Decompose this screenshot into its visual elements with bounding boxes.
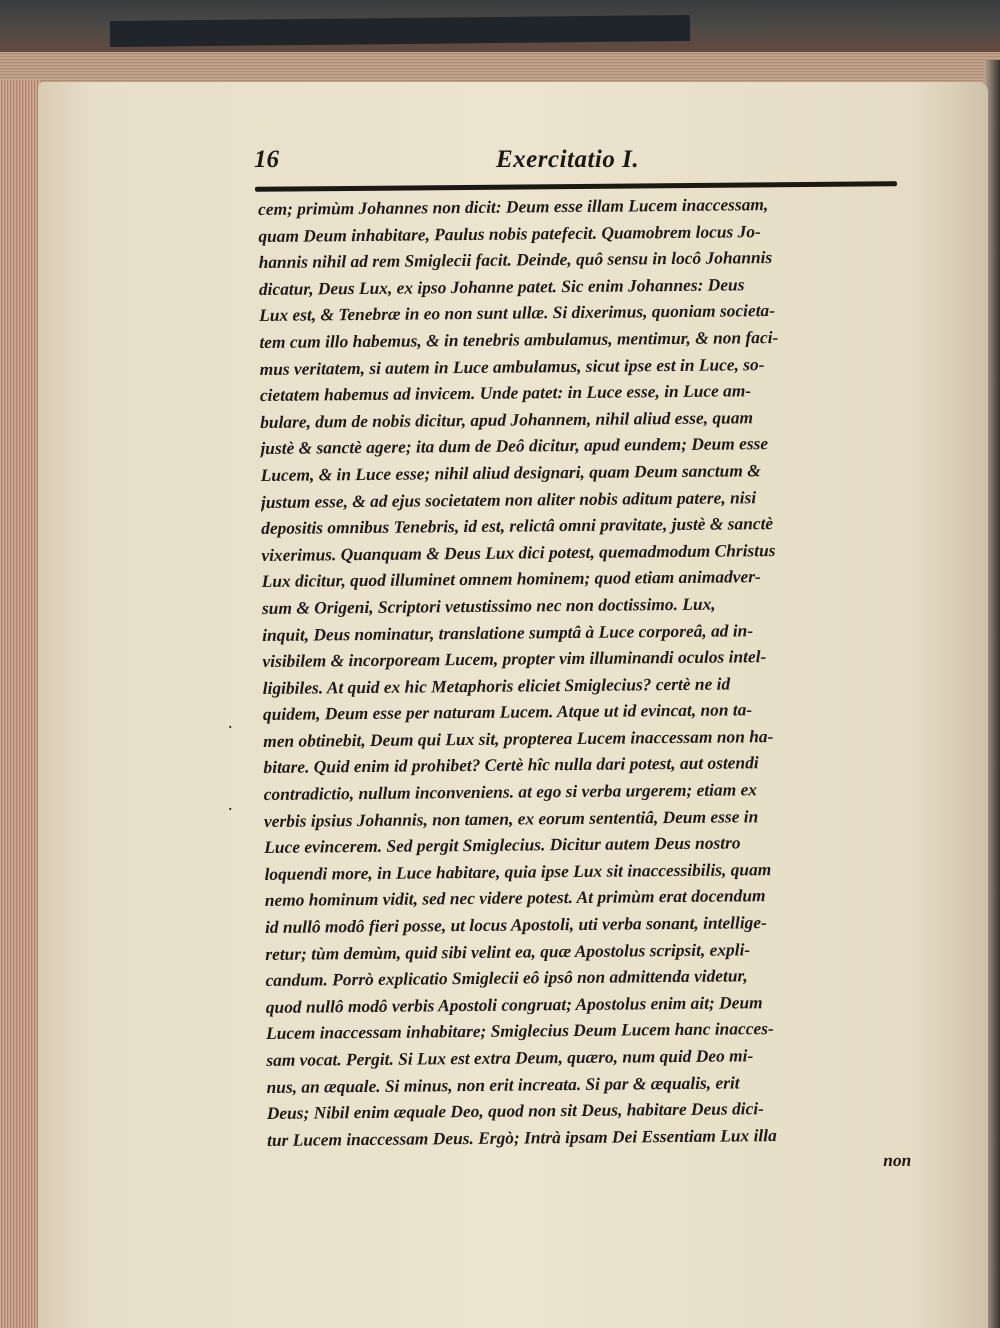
text-line: nemo hominum vidit, sed nec videre potest. At primùm erat docendum	[264, 885, 766, 911]
text-line: justum esse, & ad ejus societatem non aliter nobis aditum patere, nisi	[260, 486, 757, 512]
text-line: visibilem & incorpoream Lucem, propter vim illuminandi oculos intel-	[262, 646, 767, 672]
running-head: Exercitatio I.	[496, 146, 640, 173]
text-line: Luce evincerem. Sed pergit Smiglecius. Dicitur autem Deus nostro	[264, 832, 741, 858]
text-line: quam Deum inhabitare, Paulus nobis patefecit. Quamobrem locus Jo-	[258, 220, 761, 246]
text-line: nus, an æquale. Si minus, non erit increata. Si par & æqualis, erit	[266, 1072, 740, 1097]
margin-dot: .	[228, 794, 233, 814]
text-line: Lucem, & in Luce esse; nihil aliud designari, quam Deum sanctum &	[260, 460, 761, 485]
text-line: bitare. Quid enim id prohibet? Certè hîc nulla dari potest, aut ostendi	[263, 752, 759, 778]
text-line: justè & sanctè agere; ita dum de Deô dicitur, apud eundem; Deum esse	[260, 433, 769, 459]
text-line: quidem, Deum esse per naturam Lucem. Atque ut id evincat, non ta-	[262, 699, 753, 725]
text-line: quod nullô modô verbis Apostoli congruat; Apostolus enim ait; Deum	[265, 992, 763, 1017]
margin-dot: .	[228, 712, 233, 732]
text-line: contradictio, nullum inconveniens. at ego si verba urgerem; etiam ex	[263, 779, 758, 805]
text-line: ligibiles. At quid ex hic Metaphoris eliciet Smiglecius? certè ne id	[262, 673, 731, 698]
text-line: mus veritatem, si autem in Luce ambulamus, sicut ipse est in Luce, so-	[259, 353, 765, 379]
text-line: sum & Origeni, Scriptori vetustissimo nec non doctissimo. Lux,	[261, 593, 716, 618]
catchword: non	[883, 1150, 912, 1171]
text-line: bulare, dum de nobis dicitur, apud Johannem, nihil aliud esse, quam	[260, 407, 754, 432]
text-line: cem; primùm Johannes non dicit: Deum esse illam Lucem inaccessam,	[258, 194, 769, 219]
text-line: retur; tùm demùm, quid sibi velint ea, quæ Apostolus scripsit, expli-	[265, 938, 751, 964]
body-text	[258, 190, 917, 1180]
text-line: vixerimus. Quanquam & Deus Lux dici potest, quemadmodum Christus	[261, 539, 776, 565]
text-line: id nullô modô fieri posse, ut locus Apostoli, uti verba sonant, intellige-	[264, 912, 767, 937]
text-line: Lux dicitur, quod illuminet omnem hominem; quod etiam animadver-	[261, 566, 761, 592]
text-line: hannis nihil ad rem Smiglecii facit. Deinde, quô sensu in locô Johannis	[258, 247, 773, 273]
text-line: cietatem habemus ad invicem. Unde patet: in Luce esse, in Luce am-	[259, 380, 752, 406]
text-line: men obtinebit, Deum qui Lux sit, propterea Lucem inaccessam non ha-	[263, 725, 774, 751]
text-line: loquendi more, in Luce habitare, quia ipse Lux sit inaccessibilis, quam	[264, 858, 772, 884]
text-line: verbis ipsius Johannis, non tamen, ex eorum sententiâ, Deum esse in	[263, 805, 759, 831]
text-line: Lucem inaccessam inhabitare; Smiglecius Deum Lucem hanc inacces-	[265, 1018, 774, 1044]
page-header	[218, 146, 898, 180]
page-number: 16	[254, 146, 279, 173]
text-line: candum. Porrò explicatio Smiglecii eô ipsô non admittenda videtur,	[265, 965, 748, 991]
text-line: sam vocat. Pergit. Si Lux est extra Deum, quæro, num quid Deo mi-	[266, 1045, 754, 1070]
text-line: dicatur, Deus Lux, ex ipso Johanne patet. Sic enim Johannes: Deus	[258, 274, 745, 299]
page-stack-left	[0, 80, 40, 1328]
text-line: Lux est, & Tenebræ in eo non sunt ullæ. Si dixerimus, quoniam societa-	[259, 300, 776, 326]
text-line: inquit, Deus nominatur, translatione sumptâ à Luce corporeâ, ad in-	[262, 619, 754, 645]
text-line: depositis omnibus Tenebris, id est, relictâ omni pravitate, justè & sanctè	[261, 513, 774, 539]
text-line: Deus; Nibil enim æquale Deo, quod non sit Deus, habitare Deus dici-	[266, 1098, 765, 1124]
text-line: tem cum illo habemus, & in tenebris ambulamus, mentimur, & non faci-	[259, 326, 779, 352]
text-line: tur Lucem inaccessam Deus. Ergò; Intrà ipsam Dei Essentiam Lux illa	[266, 1124, 777, 1150]
